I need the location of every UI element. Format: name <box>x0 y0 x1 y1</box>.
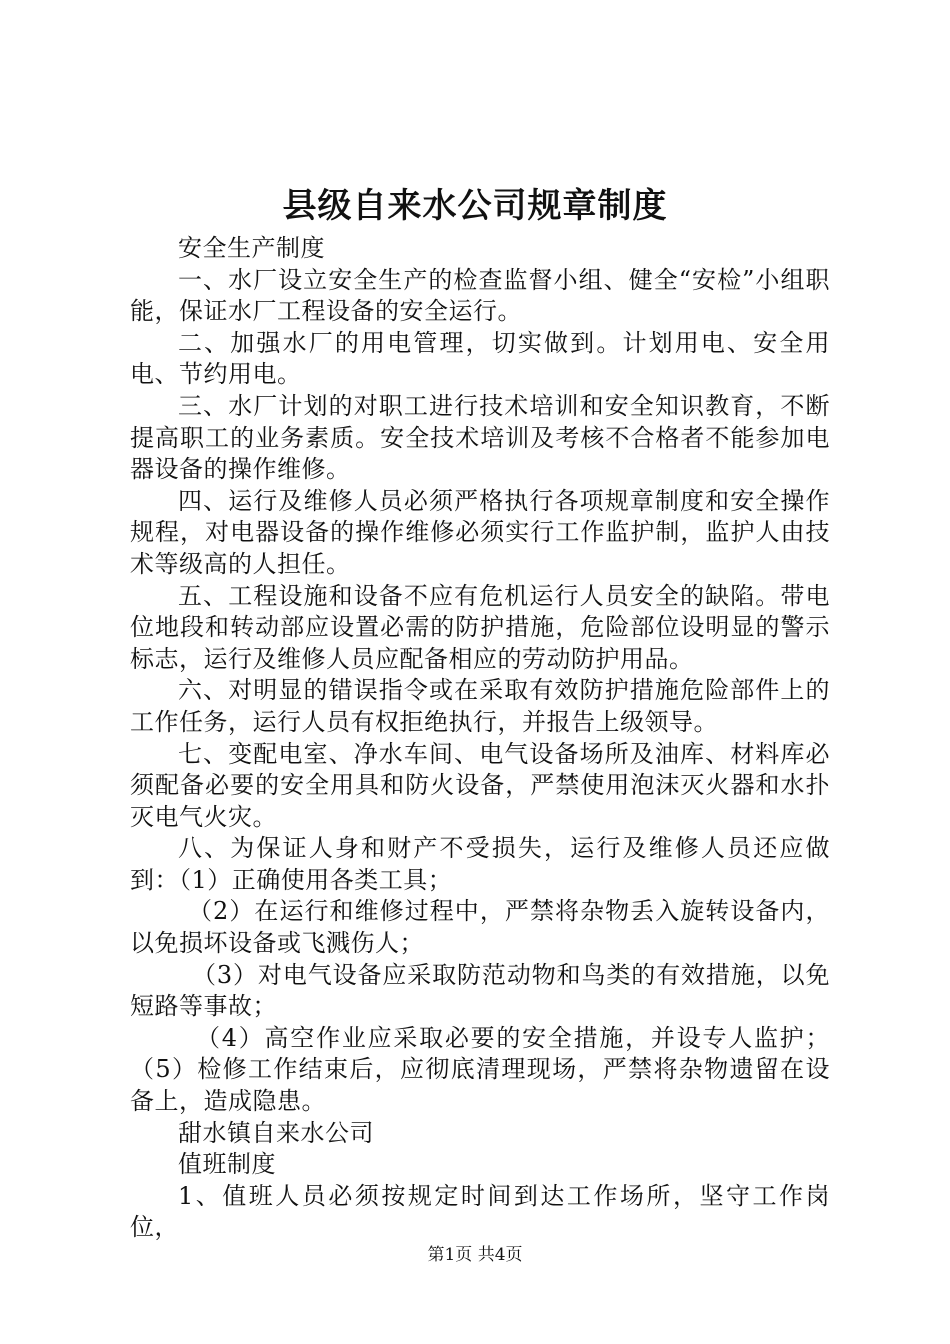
paragraph: 七、变配电室、净水车间、电气设备场所及油库、材料库必须配备必要的安全用具和防火设备，严禁使用泡沫灭火器和水扑灭电气火灾。 <box>130 739 830 831</box>
paragraph: 二、加强水厂的用电管理，切实做到。计划用电、安全用电、节约用电。 <box>130 328 830 389</box>
company-name: 甜水镇自来水公司 <box>178 1118 374 1147</box>
paragraph: 一、水厂设立安全生产的检查监督小组、健全“安检”小组职能，保证水厂工程设备的安全运行。 <box>130 265 830 326</box>
paragraph: 六、对明显的错误指令或在采取有效防护措施危险部件上的工作任务，运行人员有权拒绝执行，并报告上级领导。 <box>130 676 830 736</box>
paragraph: 1、值班人员必须按规定时间到达工作场所，坚守工作岗位， <box>130 1181 830 1242</box>
document-title: 县级自来水公司规章制度 <box>282 186 668 226</box>
paragraph: （3）对电气设备应采取防范动物和鸟类的有效措施，以免短路等事故； <box>130 960 830 1021</box>
paragraph: （4）高空作业应采取必要的安全措施，并设专人监护；（5）检修工作结束后，应彻底清理现场，严禁将杂物遗留在设备上，造成隐患。 <box>130 1023 830 1116</box>
paragraph: 三、水厂计划的对职工进行技术培训和安全知识教育，不断提高职工的业务素质。安全技术培训及考核不合格者不能参加电器设备的操作维修。 <box>130 391 830 484</box>
paragraph: 八、为保证人身和财产不受损失，运行及维修人员还应做到：（1）正确使用各类工具； <box>130 834 830 894</box>
section-heading-safety: 安全生产制度 <box>178 234 325 262</box>
paragraph: （2）在运行和维修过程中，严禁将杂物丢入旋转设备内，以免损坏设备或飞溅伤人； <box>130 897 830 958</box>
section-heading-duty: 值班制度 <box>178 1150 276 1179</box>
page-footer: 第1页 共4页 <box>427 1245 523 1265</box>
paragraph: 四、运行及维修人员必须严格执行各项规章制度和安全操作规程，对电器设备的操作维修必须实行工作监护制，监护人由技术等级高的人担任。 <box>130 486 830 578</box>
document-body <box>130 233 830 1244</box>
paragraph: 五、工程设施和设备不应有危机运行人员安全的缺陷。带电位地段和转动部应设置必需的防护措施，危险部位设明显的警示标志，运行及维修人员应配备相应的劳动防护用品。 <box>130 581 830 673</box>
